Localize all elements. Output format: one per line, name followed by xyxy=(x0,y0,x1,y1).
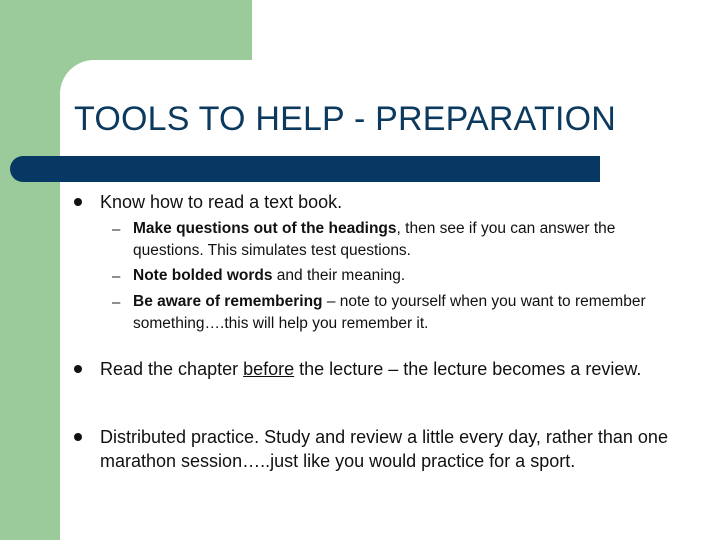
sub-item-text xyxy=(133,218,678,262)
sub-item-text xyxy=(133,265,678,287)
bullet-text-pre: Read the chapter xyxy=(100,359,244,379)
sub-item-rest-text: – note to yourself when you want to remember something….this will help you remember it. xyxy=(133,293,646,332)
sub-item-bold-text: Be aware of remembering xyxy=(133,293,323,310)
bullet-text xyxy=(100,357,670,381)
dash-icon: – xyxy=(112,268,121,285)
dash-icon: – xyxy=(112,221,121,238)
sub-item-rest-text: and their meaning. xyxy=(272,267,406,284)
bullet-text-post: the lecture – the lecture becomes a review. xyxy=(294,359,642,379)
sub-item-rest-text: , then see if you can answer the questions. This simulates test questions. xyxy=(133,220,616,259)
bullet-text: Distributed practice. Study and review a little every day, rather than one marathon session…..just like you would practice for a sport. xyxy=(100,427,668,471)
bullet-dot-icon xyxy=(74,365,82,373)
sub-item-bold-text: Make questions out of the headings xyxy=(133,220,397,237)
bullet-text-underlined: before xyxy=(243,359,295,379)
title-underline-bar xyxy=(10,156,600,182)
dash-icon: – xyxy=(112,294,121,311)
sub-item-bold-text: Note bolded words xyxy=(133,267,273,284)
slide-title: TOOLS TO HELP - PREPARATION xyxy=(74,100,616,138)
bullet-text: Know how to read a text book. xyxy=(100,192,343,212)
bullet-dot-icon xyxy=(74,433,82,441)
green-left-strip xyxy=(0,0,60,540)
bullet-dot-icon xyxy=(74,198,82,206)
sub-item-text xyxy=(133,291,678,335)
